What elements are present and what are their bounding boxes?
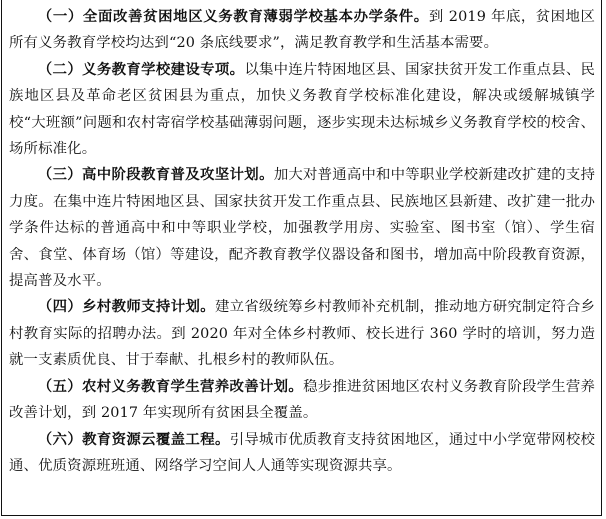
section-5-body: 稳步推进贫困地区农村义务教育阶段学生营养改善计划，到 2017 年实现所有贫困县全覆盖。: [9, 378, 595, 422]
section-3-body: 加大对普通高中和中等职业学校新建改扩建的支持力度。在集中连片特困地区县、国家扶贫开发工作重点县、民族地区县新建、改扩建一批办学条件达标的普通高中和中等职业学校，加强教学用房、实验室、图书室（馆）、学生宿舍、食堂、体育场（馆）等建设，配齐教育教学仪器设备和图书，增加高中阶段教育资源，提高普及水平。: [9, 167, 595, 290]
section-4-body: 建立省级统筹乡村教师补充机制，推动地方研究制定符合乡村教育实际的招聘办法。到 2020 年对全体乡村教师、校长进行 360 学时的培训，努力造就一支素质优良、甘于奉献、扎根乡村的教师队伍。: [9, 299, 595, 369]
section-1: [9, 4, 595, 57]
section-4: [9, 294, 595, 373]
section-5: [9, 374, 595, 427]
section-6: [9, 427, 595, 480]
document-frame: [1, 0, 602, 516]
section-6-body: 引导城市优质教育支持贫困地区，通过中小学宽带网校校通、优质资源班班通、网络学习空间人人通等实现资源共享。: [9, 431, 595, 474]
section-2-heading: （二）义务教育学校建设专项。: [37, 61, 245, 78]
section-1-body: 到 2019 年底，贫困地区所有义务教育学校均达到“20 条底线要求”，满足教育教学和生活基本需要。: [9, 9, 595, 52]
section-5-heading: （五）农村义务教育学生营养改善计划。: [37, 378, 304, 395]
section-3: [9, 162, 595, 294]
section-3-heading: （三）高中阶段教育普及攻坚计划。: [37, 167, 274, 184]
document-body: [9, 4, 595, 479]
section-4-heading: （四）乡村教师支持计划。: [37, 299, 216, 316]
section-6-heading: （六）教育资源云覆盖工程。: [37, 431, 230, 448]
section-1-heading: （一）全面改善贫困地区义务教育薄弱学校基本办学条件。: [37, 9, 429, 25]
section-2: [9, 57, 595, 163]
section-2-body: 以集中连片特困地区县、国家扶贫开发工作重点县、民族地区县及革命老区贫困县为重点，加快义务教育学校标准化建设，解决或缓解城镇学校“大班额”问题和农村寄宿学校基础薄弱问题，逐步实现未达标城乡义务教育学校的校舍、场所标准化。: [9, 61, 595, 158]
